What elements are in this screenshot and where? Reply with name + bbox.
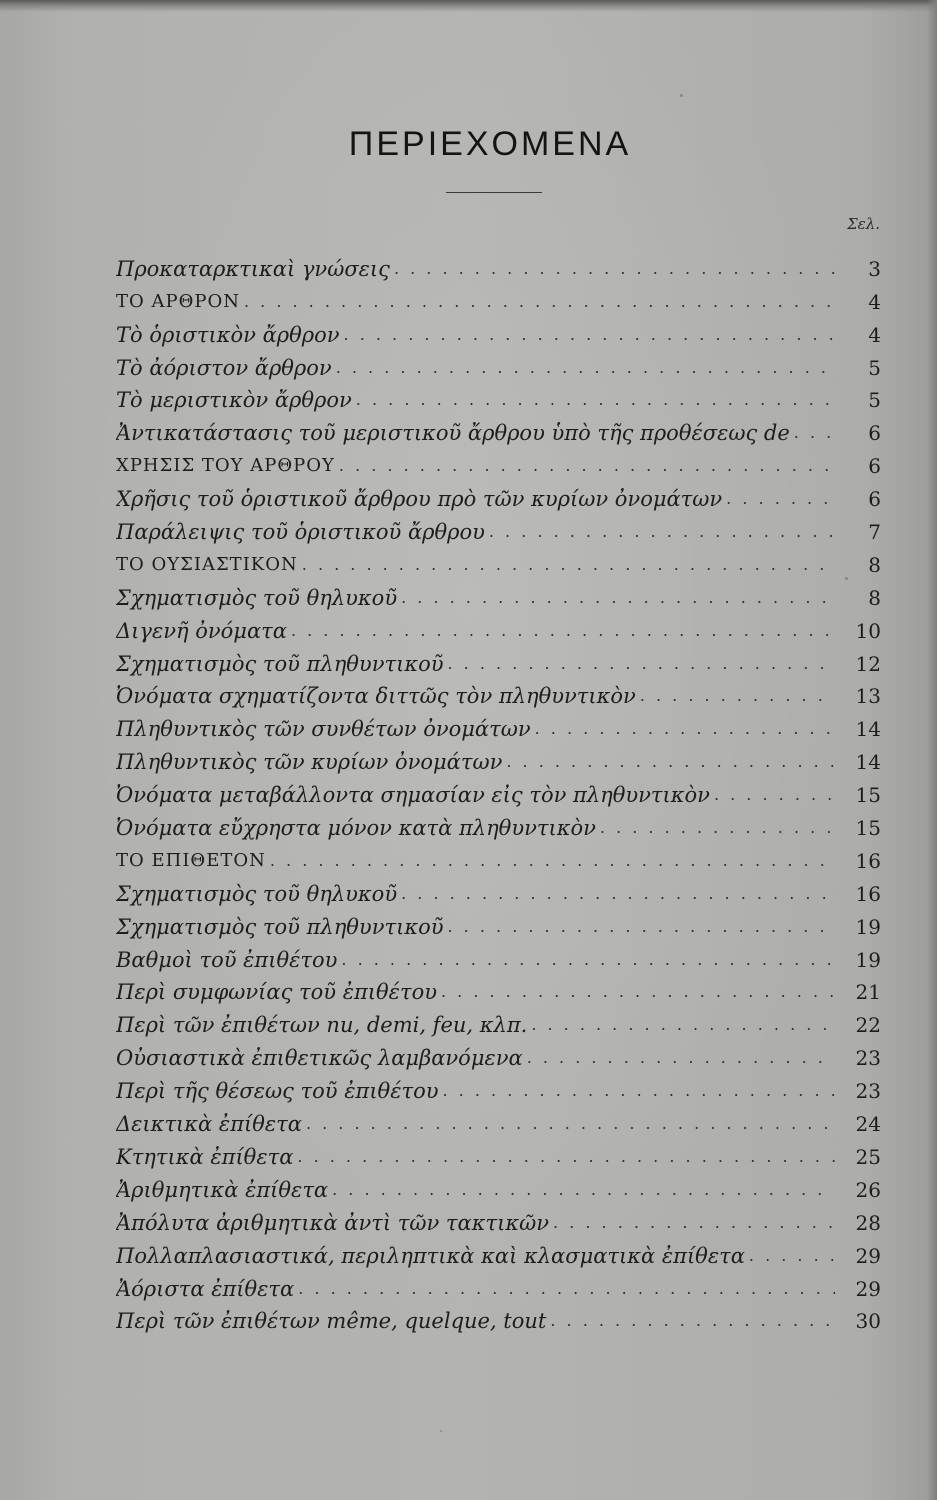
toc-entry-page: 3 bbox=[868, 256, 881, 281]
toc-entry-page: 14 bbox=[855, 750, 881, 775]
toc-entry-title: Ἀπόλυτα ἀριθμητικὰ ἀντὶ τῶν τακτικῶν bbox=[116, 1210, 550, 1235]
dot-leader bbox=[443, 1079, 836, 1103]
dot-leader bbox=[441, 980, 835, 1004]
toc-entry-title: Πληθυντικὸς τῶν συνθέτων ὀνομάτων bbox=[116, 717, 531, 742]
dot-leader bbox=[341, 948, 835, 972]
dot-leader bbox=[332, 1178, 835, 1202]
toc-entry bbox=[116, 314, 881, 347]
dot-leader bbox=[298, 1277, 835, 1301]
toc-entry bbox=[116, 741, 881, 774]
dot-leader bbox=[794, 421, 835, 445]
toc-entry bbox=[116, 643, 881, 676]
dot-leader bbox=[550, 1309, 835, 1333]
toc-entry bbox=[116, 1004, 881, 1037]
toc-entry-title: Ἀριθμητικὰ ἐπίθετα bbox=[116, 1177, 329, 1202]
toc-entry-page: 13 bbox=[855, 684, 881, 709]
toc-entry-title: Τὸ μεριστικὸν ἄρθρον bbox=[116, 388, 352, 413]
dot-leader bbox=[726, 487, 835, 511]
toc-entry-title: Ἀόριστα ἐπίθετα bbox=[116, 1276, 295, 1301]
toc-entry-title: Ὀνόματα μεταβάλλοντα σημασίαν εἰς τὸν πληθυντικὸν bbox=[116, 783, 710, 808]
toc-entry bbox=[116, 1202, 881, 1235]
toc-entry bbox=[116, 380, 881, 413]
toc-entry-page: 19 bbox=[855, 914, 881, 939]
dot-leader bbox=[302, 553, 835, 577]
toc-entry-page: 30 bbox=[855, 1309, 881, 1334]
toc-entry-page: 23 bbox=[855, 1079, 881, 1104]
toc-entry-title: Ἀντικατάστασις τοῦ μεριστικοῦ ἄρθρου ὑπὸ τῆς προθέσεως de bbox=[116, 421, 790, 446]
dot-leader bbox=[339, 454, 835, 478]
toc-entry-page: 4 bbox=[868, 322, 881, 347]
toc-entry bbox=[116, 1301, 881, 1334]
dot-leader bbox=[394, 257, 835, 281]
dot-leader bbox=[531, 1013, 835, 1037]
toc-entry-page: 7 bbox=[868, 520, 881, 545]
toc-entry-page: 29 bbox=[855, 1243, 881, 1268]
toc-entry-title: Κτητικὰ ἐπίθετα bbox=[116, 1144, 294, 1169]
toc-entry-title: ΤΟ ΕΠΙΘΕΤΟΝ bbox=[116, 849, 266, 871]
toc-entry-title: Χρῆσις τοῦ ὁριστικοῦ ἄρθρου πρὸ τῶν κυρίων ὀνομάτων bbox=[116, 487, 723, 512]
toc-entry bbox=[116, 1037, 881, 1070]
toc-entry-title: Οὐσιαστικὰ ἐπιθετικῶς λαμβανόμενα bbox=[116, 1046, 523, 1071]
toc-entry-title: ΤΟ ΟΥΣΙΑΣΤΙΚΟΝ bbox=[116, 553, 298, 575]
table-of-contents bbox=[116, 248, 881, 1333]
toc-entry-page: 14 bbox=[855, 717, 881, 742]
ink-speck bbox=[680, 94, 683, 97]
contents-heading: ΠΕΡΙΕΧΟΜΕΝΑ bbox=[348, 125, 632, 163]
dot-leader bbox=[291, 619, 835, 643]
dot-leader bbox=[356, 388, 835, 412]
toc-entry-title: Περὶ τῆς θέσεως τοῦ ἐπιθέτου bbox=[116, 1079, 439, 1104]
dot-leader bbox=[640, 684, 835, 708]
toc-entry-title: Περὶ τῶν ἐπιθέτων nu, demi, feu, κλπ. bbox=[116, 1013, 528, 1038]
toc-entry-page: 26 bbox=[855, 1177, 881, 1202]
toc-entry-page: 22 bbox=[855, 1013, 881, 1038]
heading-rule bbox=[446, 192, 542, 193]
toc-entry-title: Σχηματισμὸς τοῦ πληθυντικοῦ bbox=[116, 651, 444, 676]
toc-entry-title: Παράλειψις τοῦ ὁριστικοῦ ἄρθρου bbox=[116, 520, 485, 545]
dot-leader bbox=[535, 717, 835, 741]
toc-entry bbox=[116, 1268, 881, 1301]
toc-entry-title: Πολλαπλασιαστικά, περιληπτικὰ καὶ κλασματικὰ ἐπίθετα bbox=[116, 1243, 745, 1268]
toc-entry bbox=[116, 676, 881, 709]
toc-entry bbox=[116, 281, 881, 314]
toc-entry-page: 12 bbox=[855, 651, 881, 676]
toc-entry-page: 15 bbox=[855, 816, 881, 841]
toc-entry bbox=[116, 1235, 881, 1268]
toc-entry-title: Βαθμοὶ τοῦ ἐπιθέτου bbox=[116, 947, 338, 972]
toc-entry bbox=[116, 1103, 881, 1136]
dot-leader bbox=[244, 290, 835, 314]
toc-entry-title: Σχηματισμὸς τοῦ πληθυντικοῦ bbox=[116, 914, 444, 939]
toc-entry-title: Περὶ συμφωνίας τοῦ ἐπιθέτου bbox=[116, 980, 437, 1005]
toc-entry bbox=[116, 906, 881, 939]
toc-entry-page: 8 bbox=[868, 552, 881, 577]
dot-leader bbox=[401, 586, 835, 610]
toc-entry-title: Ὀνόματα σχηματίζοντα διττῶς τὸν πληθυντικὸν bbox=[116, 684, 636, 709]
toc-entry bbox=[116, 577, 881, 610]
toc-entry-page: 10 bbox=[855, 618, 881, 643]
toc-entry-page: 5 bbox=[868, 388, 881, 413]
toc-entry-page: 4 bbox=[868, 289, 881, 314]
toc-entry-page: 15 bbox=[855, 783, 881, 808]
toc-entry bbox=[116, 1070, 881, 1103]
dot-leader bbox=[270, 849, 835, 873]
dot-leader bbox=[489, 520, 835, 544]
toc-entry-page: 6 bbox=[868, 454, 881, 479]
toc-entry-page: 19 bbox=[855, 947, 881, 972]
toc-entry-page: 23 bbox=[855, 1046, 881, 1071]
toc-entry bbox=[116, 1136, 881, 1169]
toc-entry-page: 6 bbox=[868, 487, 881, 512]
toc-entry bbox=[116, 972, 881, 1005]
toc-entry-title: ΤΟ ΑΡΘΡΟΝ bbox=[116, 290, 240, 312]
dot-leader bbox=[448, 915, 836, 939]
toc-entry-page: 24 bbox=[855, 1112, 881, 1137]
toc-entry bbox=[116, 248, 881, 281]
toc-entry-page: 25 bbox=[855, 1144, 881, 1169]
toc-entry bbox=[116, 1169, 881, 1202]
page-column-label: Σελ. bbox=[847, 215, 880, 233]
dot-leader bbox=[714, 783, 835, 807]
toc-entry-page: 8 bbox=[868, 585, 881, 610]
dot-leader bbox=[506, 750, 835, 774]
dot-leader bbox=[553, 1211, 835, 1235]
dot-leader bbox=[600, 816, 835, 840]
toc-entry-page: 6 bbox=[868, 421, 881, 446]
dot-leader bbox=[448, 652, 836, 676]
toc-entry-page: 16 bbox=[855, 848, 881, 873]
page-right-edge bbox=[927, 0, 937, 1500]
toc-entry bbox=[116, 511, 881, 544]
toc-entry bbox=[116, 774, 881, 807]
toc-entry bbox=[116, 840, 881, 873]
dot-leader bbox=[336, 356, 835, 380]
dot-leader bbox=[344, 323, 835, 347]
toc-entry-page: 29 bbox=[855, 1276, 881, 1301]
toc-entry-title: Σχηματισμὸς τοῦ θηλυκοῦ bbox=[116, 881, 398, 906]
toc-entry bbox=[116, 478, 881, 511]
toc-entry-title: Δεικτικὰ ἐπίθετα bbox=[116, 1112, 302, 1137]
toc-entry-title: Τὸ ὁριστικὸν ἄρθρον bbox=[116, 322, 340, 347]
toc-entry bbox=[116, 873, 881, 906]
toc-entry bbox=[116, 708, 881, 741]
toc-entry-title: Τὸ ἀόριστον ἄρθρον bbox=[116, 355, 332, 380]
toc-entry bbox=[116, 347, 881, 380]
toc-entry-title: Σχηματισμὸς τοῦ θηλυκοῦ bbox=[116, 585, 398, 610]
ink-speck bbox=[845, 577, 848, 580]
toc-entry-page: 28 bbox=[855, 1210, 881, 1235]
toc-entry bbox=[116, 445, 881, 478]
toc-entry bbox=[116, 939, 881, 972]
toc-entry-page: 21 bbox=[855, 980, 881, 1005]
toc-entry-page: 5 bbox=[868, 355, 881, 380]
toc-entry-title: ΧΡΗΣΙΣ ΤΟΥ ΑΡΘΡΟΥ bbox=[116, 455, 335, 477]
ink-speck bbox=[440, 1430, 442, 1432]
toc-entry-page: 16 bbox=[855, 881, 881, 906]
toc-entry bbox=[116, 610, 881, 643]
toc-entry-title: Προκαταρκτικαὶ γνώσεις bbox=[116, 256, 390, 281]
toc-entry-title: Ὀνόματα εὔχρηστα μόνον κατὰ πληθυντικὸν bbox=[116, 816, 596, 841]
dot-leader bbox=[527, 1046, 835, 1070]
toc-entry bbox=[116, 412, 881, 445]
dot-leader bbox=[401, 882, 835, 906]
toc-entry bbox=[116, 544, 881, 577]
toc-entry-title: Πληθυντικὸς τῶν κυρίων ὀνομάτων bbox=[116, 750, 503, 775]
page-top-edge bbox=[0, 0, 937, 12]
toc-entry-title: Διγενῆ ὀνόματα bbox=[116, 618, 287, 643]
toc-entry-title: Περὶ τῶν ἐπιθέτων même, quelque, tout bbox=[116, 1309, 547, 1334]
dot-leader bbox=[749, 1244, 835, 1268]
toc-entry bbox=[116, 807, 881, 840]
dot-leader bbox=[297, 1145, 835, 1169]
dot-leader bbox=[306, 1112, 835, 1136]
